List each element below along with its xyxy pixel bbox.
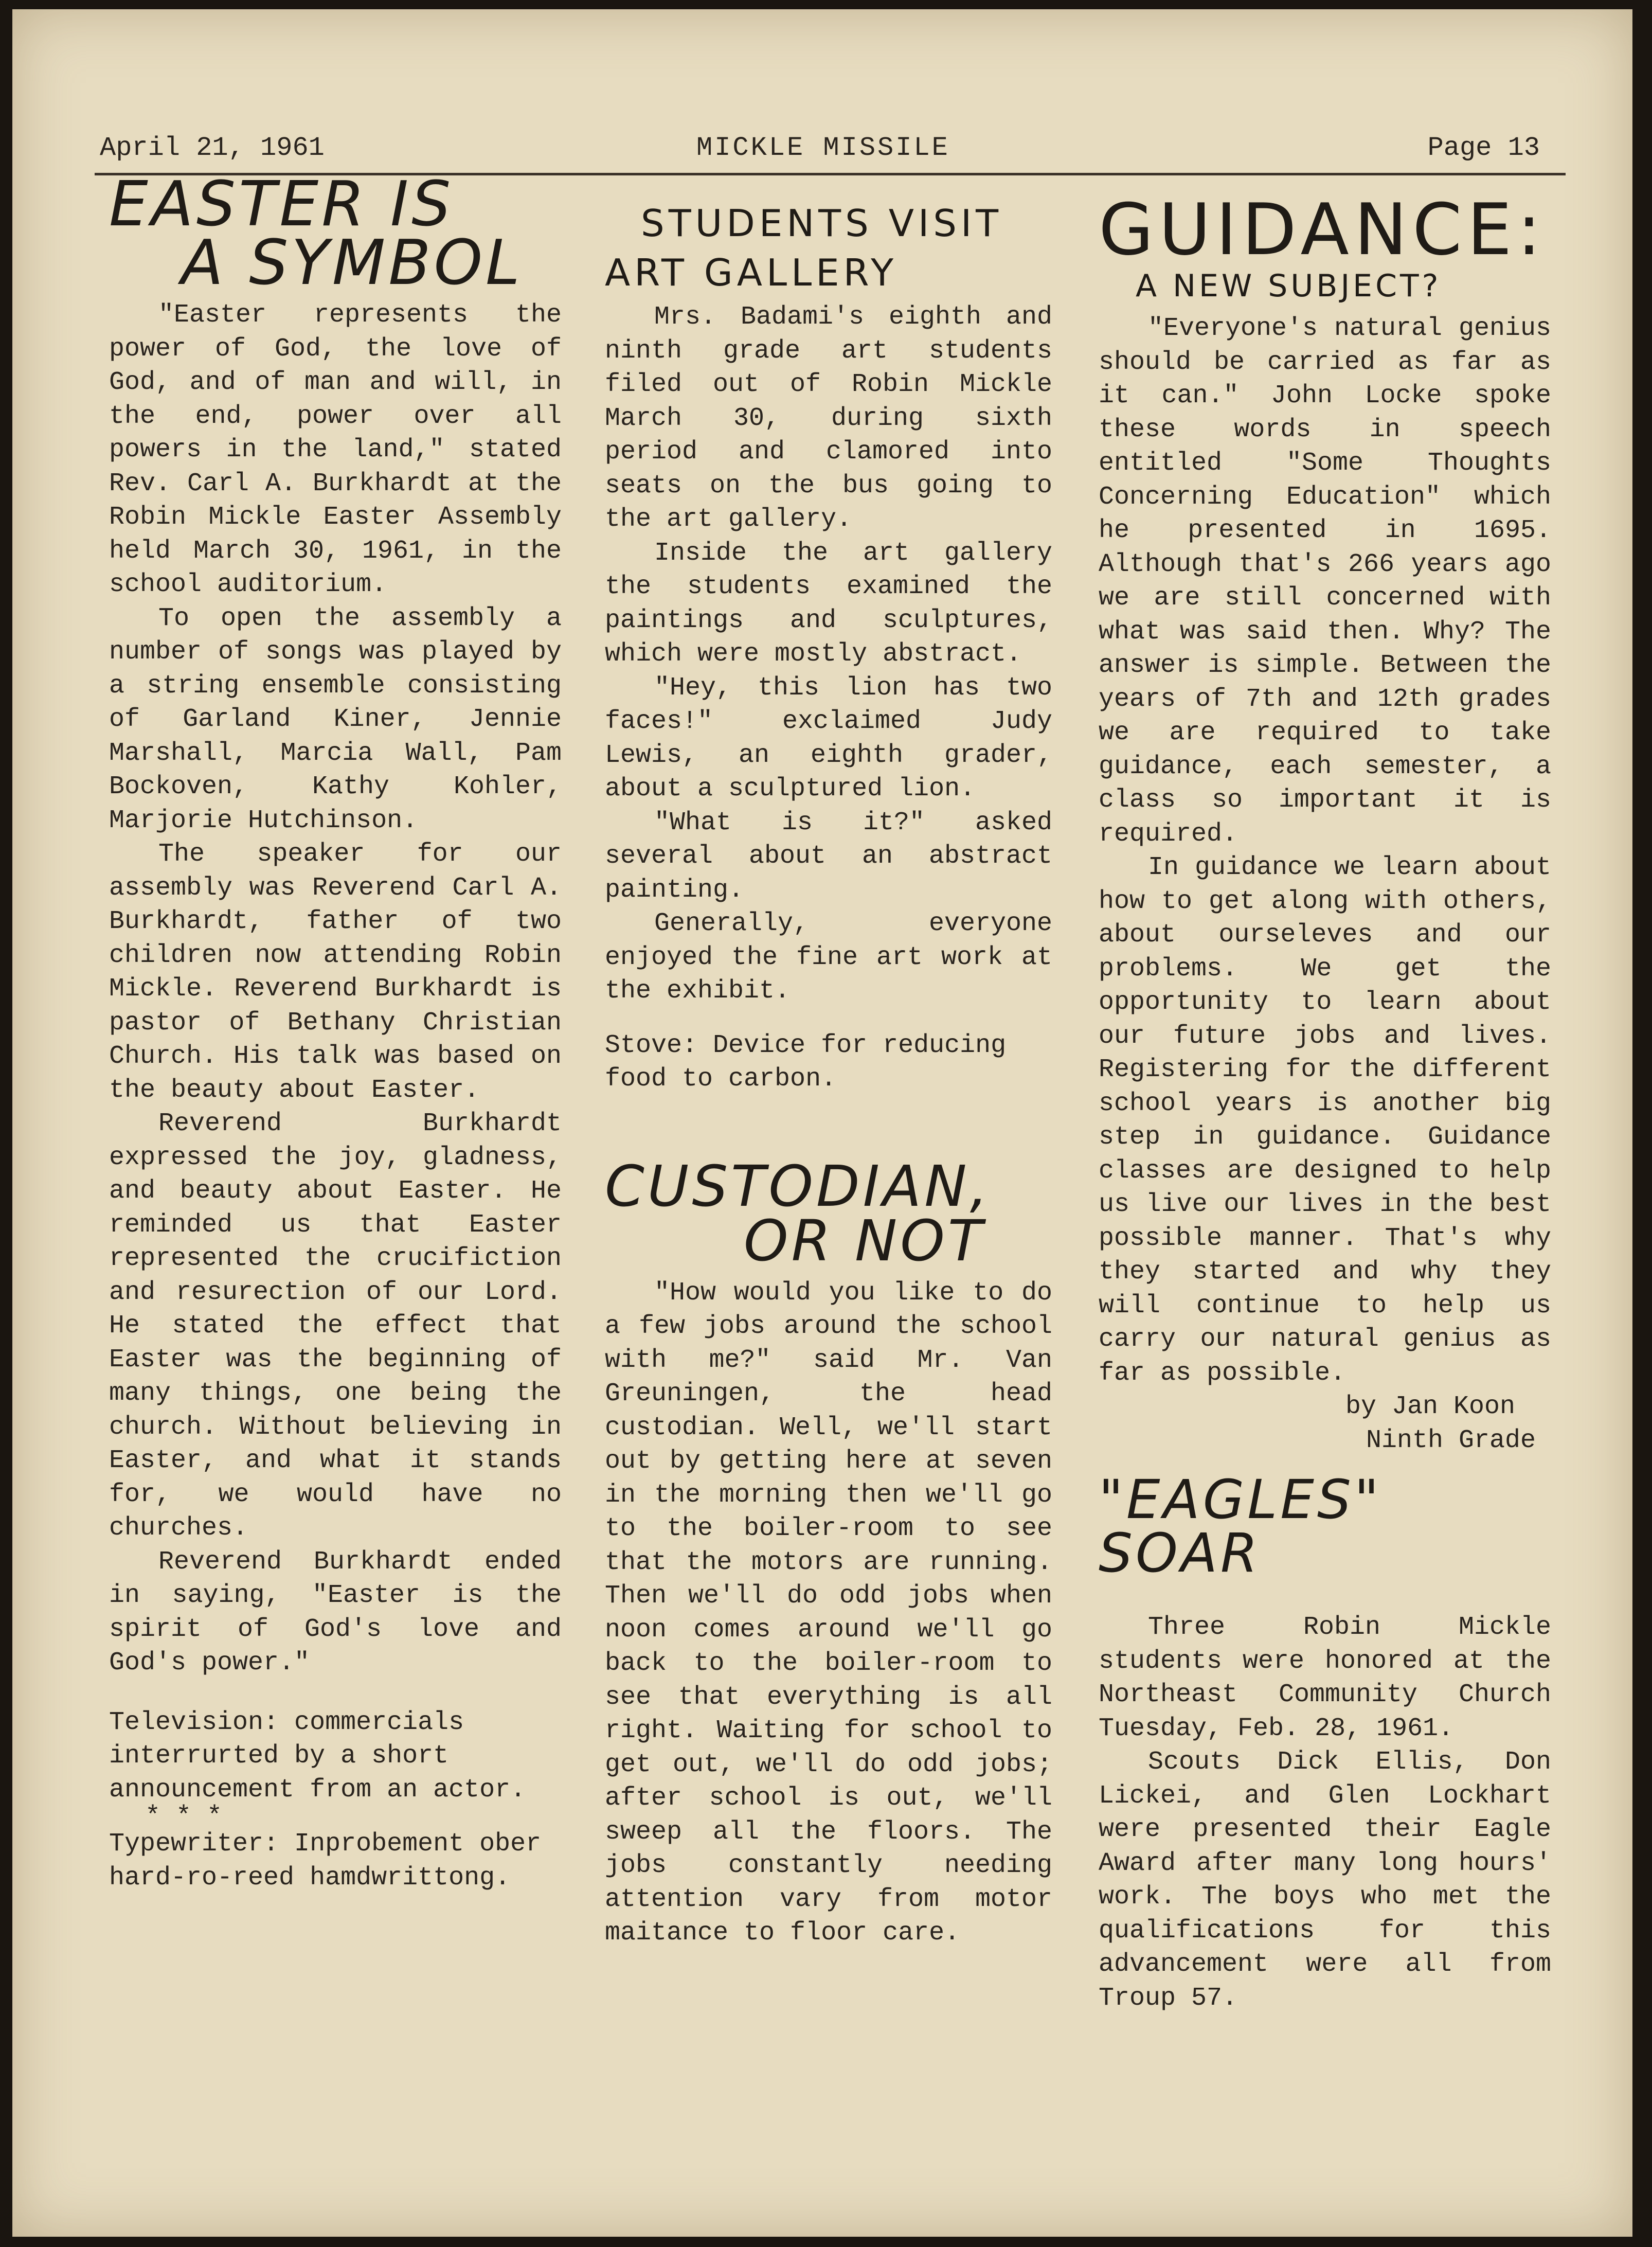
easter-paragraph-5: Reverend Burkhardt ended in saying, "Easter is the spirit of God's love and God's power." [109, 1547, 562, 1678]
guidance-paragraph-2: In guidance we learn about how to get along with others, about ourseleves and our problems. We get the opportunity to learn about our future jobs and lives. Registering for the different school years is another big step in guidance. Guidance classes are designed to help us live our lives in the best possible manner. That's why they started and why they will continue to help us carry our natural genius as far as possible. [1099, 853, 1551, 1388]
issue-date: April 21, 1961 [100, 133, 325, 163]
gallery-paragraph-1: Mrs. Badami's eighth and ninth grade art students filed out of Robin Mickle March 30, during sixth period and clamored into seats on the bus going to the art gallery. [605, 302, 1052, 534]
easter-paragraph-2: To open the assembly a number of songs was played by a string ensemble consisting of Garland Kiner, Jennie Marshall, Marcia Wall, Pam Bockoven, Kathy Kohler, Marjorie Hutchinson. [109, 603, 562, 835]
newspaper-page [12, 9, 1632, 2237]
guidance-paragraph-1: "Everyone's natural genius should be carried as far as it can." John Locke spoke these words in speech entitled "Some Thoughts Concerning Education" which he presented in 1695. Although that's 266 years ago we are still concerned with what was said then. Why? The answer is simple. Between the years of 7th and 12th grades we are required to take guidance, each semester, a class so important it is required. [1099, 314, 1551, 849]
custodian-headline-line2: OR NOT [744, 1207, 986, 1274]
page-header [100, 133, 1540, 169]
custodian-headline-line1: CUSTODIAN, [605, 1153, 991, 1219]
guidance-byline-name: by Jan Koon [1345, 1392, 1515, 1421]
guidance-headline: GUIDANCE: [1099, 188, 1547, 271]
filler-television: Television: commercials interrurted by a short announcement from an actor. [109, 1707, 526, 1805]
section-divider-stars: * * * [145, 1802, 223, 1831]
gallery-headline-line2: ART GALLERY [605, 251, 898, 294]
filler-stove: Stove: Device for reducing food to carbon. [605, 1030, 1007, 1094]
easter-paragraph-4: Reverend Burkhardt expressed the joy, gladness, and beauty about Easter. He reminded us that Easter represented the crucifiction and resurection of our Lord. He stated the effect that Easter was the beginning of many things, one being the church. Without believing in Easter, and what it stands for, we would have no churches. [109, 1109, 562, 1543]
gallery-paragraph-4: "What is it?" asked several about an abstract painting. [605, 808, 1052, 905]
easter-headline-line2: A SYMBOL [181, 227, 523, 299]
eagles-paragraph-1: Three Robin Mickle students were honored at the Northeast Community Church Tuesday, Feb. 28, 1961. [1099, 1613, 1551, 1743]
column-easter [109, 169, 562, 1895]
publication-title: MICKLE MISSILE [696, 133, 950, 163]
easter-paragraph-1: "Easter represents the power of God, the love of God, and of man and will, in the end, power over all powers in the land," stated Rev. Carl A. Burkhardt at the Robin Mickle Easter Assembly held March 30, 1961, in the school auditorium. [109, 300, 562, 599]
custodian-paragraph-1: "How would you like to do a few jobs around the school with me?" said Mr. Van Greuningen, the head custodian. Well, we'll start out by getting here at seven in the morning then we'll go to the boiler-room to see that the motors are running. Then we'll do odd jobs when noon comes around we'll go back to the boiler-room to see that everything is all right. Waiting for school to get out, we'll do odd jobs; after school is out, we'll sweep all the floors. The jobs constantly needing attention vary from motor maitance to floor care. [605, 1278, 1052, 1948]
guidance-byline-grade: Ninth Grade [1366, 1425, 1536, 1455]
page-number: Page 13 [1427, 133, 1540, 163]
gallery-paragraph-5: Generally, everyone enjoyed the fine art work at the exhibit. [605, 909, 1052, 1006]
eagles-headline: "EAGLES" SOAR [1099, 1468, 1382, 1584]
column-gallery-custodian [605, 202, 1052, 1950]
eagles-paragraph-2: Scouts Dick Ellis, Don Lickei, and Glen Lockhart were presented their Eagle Award after many long hours' work. The boys who met the qualifications for this advancement were all from Troup 57. [1099, 1747, 1551, 2013]
column-guidance-eagles [1099, 188, 1551, 2015]
gallery-paragraph-3: "Hey, this lion has two faces!" exclaimed Judy Lewis, an eighth grader, about a sculptured lion. [605, 673, 1052, 804]
gallery-headline-line1: STUDENTS VISIT [641, 202, 1003, 245]
easter-paragraph-3: The speaker for our assembly was Reverend Carl A. Burkhardt, father of two children now attending Robin Mickle. Reverend Burkhardt is pastor of Bethany Christian Church. His talk was based on the beauty about Easter. [109, 840, 562, 1105]
guidance-subhead: A NEW SUBJECT? [1136, 268, 1442, 304]
filler-typewriter: Typewriter: Inprobement ober hard-ro-reed hamdwrittong. [109, 1829, 542, 1893]
gallery-paragraph-2: Inside the art gallery the students examined the paintings and sculptures, which were mostly abstract. [605, 538, 1052, 669]
easter-headline-line1: EASTER IS [109, 169, 454, 240]
